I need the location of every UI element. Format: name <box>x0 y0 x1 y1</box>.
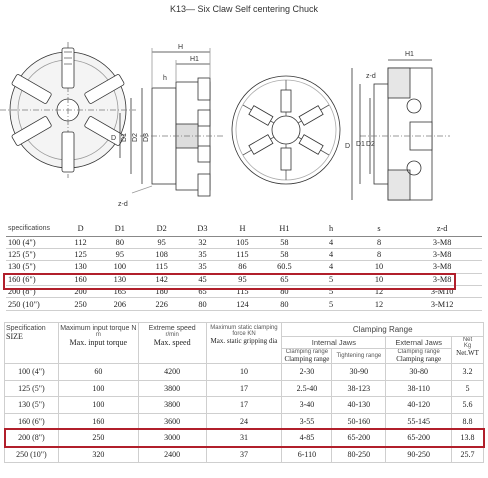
clamp-table-row <box>5 446 484 463</box>
spec-table-cell: 3-M12 <box>402 298 482 310</box>
spec-table-cell: 35 <box>183 248 223 260</box>
spec-table-cell: 4 <box>306 236 355 248</box>
clamp-table-cell: 31 <box>206 430 282 447</box>
clamp-table-cell: 8.8 <box>452 413 484 430</box>
spec-table-cell: 65 <box>263 273 307 285</box>
spec-table-cell: 200 (8") <box>6 286 62 298</box>
clamp-table-cell: 30-90 <box>332 364 386 381</box>
spec-header-row <box>6 222 482 236</box>
spec-table-cell: 206 <box>99 298 141 310</box>
clamp-table-cell: 160 (6") <box>5 413 59 430</box>
spec-table-cell: 35 <box>183 261 223 273</box>
spec-table-cell: 142 <box>141 273 183 285</box>
spec-table-cell: 8 <box>356 236 403 248</box>
spec-table-cell: 12 <box>356 298 403 310</box>
spec-table-cell: 12 <box>356 286 403 298</box>
clamp-header-static-unit: force KN <box>232 331 256 337</box>
clamp-header-int-clamp <box>282 349 332 364</box>
clamp-table-cell: 38-123 <box>332 380 386 397</box>
clamp-table-row <box>5 380 484 397</box>
spec-table-cell: 80 <box>183 298 223 310</box>
clamp-header-group: Clamping Range <box>282 323 484 337</box>
spec-table-cell: 250 (10") <box>6 298 62 310</box>
clamp-table-cell: 100 <box>58 397 138 414</box>
clamp-table-cell: 5 <box>452 380 484 397</box>
clamp-header-ext-clamp-label: Clamping range <box>396 355 442 363</box>
clamp-header-torque-unit: m <box>95 332 101 338</box>
dim-label-H: H <box>178 44 184 51</box>
clamp-header-int-tight-en: Tightening range <box>336 353 382 359</box>
specifications-table <box>6 222 482 311</box>
spec-table-cell: 125 <box>62 248 99 260</box>
spec-header-D1: D1 <box>99 222 141 236</box>
clamp-header-torque-label: Max. input torque <box>69 338 128 347</box>
clamp-table-cell: 3-40 <box>282 397 332 414</box>
spec-table-cell: 58 <box>263 248 307 260</box>
clamp-header-int-tight <box>332 349 386 364</box>
clamp-header-net-unit: Kg <box>463 343 472 349</box>
spec-table-cell: 250 <box>62 298 99 310</box>
dim-label-D3: D3 <box>143 133 150 142</box>
clamp-table-cell: 13.8 <box>452 430 484 447</box>
clamp-table-cell: 2.5-40 <box>282 380 332 397</box>
clamp-header-size-label: SIZE <box>6 332 23 341</box>
spec-table-cell: 3-M8 <box>402 236 482 248</box>
clamp-table-cell: 17 <box>206 380 282 397</box>
spec-table-row <box>6 298 482 310</box>
back-view-radial-slots <box>232 76 340 184</box>
spec-table-cell: 180 <box>141 286 183 298</box>
dim-label-D: D <box>111 135 117 142</box>
clamp-table-cell: 24 <box>206 413 282 430</box>
spec-table-cell: 80 <box>263 298 307 310</box>
spec-table-row <box>6 248 482 260</box>
clamp-table-cell: 40-120 <box>386 397 452 414</box>
spec-table-cell: 5 <box>306 298 355 310</box>
clamp-table-cell: 3-55 <box>282 413 332 430</box>
spec-table-cell: 3-M8 <box>402 273 482 285</box>
clamp-header-net-en: Net <box>462 337 473 343</box>
clamp-header-external: External Jaws <box>386 337 452 349</box>
clamp-table-cell: 50-160 <box>332 413 386 430</box>
clamp-highlight-box <box>4 428 485 448</box>
clamp-table-row <box>5 397 484 414</box>
spec-table-cell: 3-M8 <box>402 261 482 273</box>
spec-table-cell: 115 <box>222 248 262 260</box>
clamp-header-net <box>452 337 484 364</box>
clamp-header-int-clamp-label: Clamping range <box>284 355 330 363</box>
spec-highlight-box <box>3 273 456 290</box>
spec-table-cell: 160 <box>62 273 99 285</box>
spec-table-cell: 8 <box>356 248 403 260</box>
spec-header-D2: D2 <box>141 222 183 236</box>
dim-label-zd-section: z-d <box>366 73 376 80</box>
clamp-table-cell: 3800 <box>138 397 206 414</box>
side-section-view <box>120 48 225 196</box>
spec-table-cell: 3-M8 <box>402 248 482 260</box>
spec-table-cell: 86 <box>222 261 262 273</box>
spec-table-cell: 4 <box>306 248 355 260</box>
clamp-table-cell: 2400 <box>138 446 206 463</box>
spec-table-cell: 95 <box>222 273 262 285</box>
clamp-table-cell: 3800 <box>138 380 206 397</box>
spec-table-cell: 5 <box>306 286 355 298</box>
clamp-table-cell: 25.7 <box>452 446 484 463</box>
clamp-header-int-clamp-en: Clamping range <box>285 349 329 355</box>
clamp-header-speed-en: Extreme speed <box>148 325 196 332</box>
clamp-table-cell: 200 (8") <box>5 430 59 447</box>
clamp-table-cell: 250 (10") <box>5 446 59 463</box>
clamp-table-cell: 100 (4") <box>5 364 59 381</box>
clamp-table-cell: 17 <box>206 397 282 414</box>
clamp-header-static-label: Max. static gripping dia <box>210 337 278 345</box>
clamp-table-cell: 125 (5") <box>5 380 59 397</box>
spec-table-cell: 130 <box>99 273 141 285</box>
clamp-table-row <box>5 364 484 381</box>
clamp-header-torque-en: Maximum input torque N <box>60 325 137 332</box>
spec-table-cell: 130 (5") <box>6 261 62 273</box>
spec-table-cell: 105 <box>222 236 262 248</box>
spec-table-cell: 10 <box>356 273 403 285</box>
spec-table-cell: 124 <box>222 298 262 310</box>
spec-table-cell: 95 <box>141 236 183 248</box>
clamp-table-cell: 90-250 <box>386 446 452 463</box>
clamp-table-cell: 60 <box>58 364 138 381</box>
clamp-header-specification: Specification <box>6 325 46 332</box>
spec-table-cell: 125 (5") <box>6 248 62 260</box>
spec-header-specifications: specifications <box>6 222 62 236</box>
clamp-table-cell: 3000 <box>138 430 206 447</box>
clamp-table-cell: 5.6 <box>452 397 484 414</box>
clamp-header-ext-clamp-en: Clamping range <box>397 349 440 355</box>
clamp-header-size <box>5 323 59 364</box>
dim-label-D2: D2 <box>132 133 139 142</box>
clamp-table-cell: 30-80 <box>386 364 452 381</box>
spec-table-cell: 5 <box>306 273 355 285</box>
spec-table-cell: 130 <box>62 261 99 273</box>
clamp-table-cell: 160 <box>58 413 138 430</box>
clamp-table-cell: 100 <box>58 380 138 397</box>
dim-label-H1-section: H1 <box>405 51 414 58</box>
clamp-header-torque <box>58 323 138 364</box>
spec-table-cell: 160 (6") <box>6 273 62 285</box>
spec-table-cell: 100 (4") <box>6 236 62 248</box>
spec-table-cell: 100 <box>99 261 141 273</box>
spec-table-cell: 32 <box>183 236 223 248</box>
dim-label-D1: D1 <box>121 133 128 142</box>
clamp-table-cell: 38-110 <box>386 380 452 397</box>
spec-table-cell: 80 <box>263 286 307 298</box>
clamp-table-cell: 320 <box>58 446 138 463</box>
spec-table-cell: 165 <box>99 286 141 298</box>
spec-table-cell: 95 <box>99 248 141 260</box>
clamp-table-cell: 65-200 <box>332 430 386 447</box>
spec-header-H: H <box>222 222 262 236</box>
spec-table-row <box>6 236 482 248</box>
clamp-header-speed-label: Max. speed <box>153 338 191 347</box>
clamp-table-cell: 55-145 <box>386 413 452 430</box>
spec-table-cell: 45 <box>183 273 223 285</box>
clamp-table-cell: 10 <box>206 364 282 381</box>
spec-table-row <box>6 261 482 273</box>
spec-table-cell: 112 <box>62 236 99 248</box>
clamp-table-cell: 4-85 <box>282 430 332 447</box>
clamp-header-static-en: Maximum static clamping <box>210 325 278 331</box>
clamp-header-internal: Internal Jaws <box>282 337 386 349</box>
clamp-table-cell: 80-250 <box>332 446 386 463</box>
spec-header-D: D <box>62 222 99 236</box>
spec-header-s: s <box>356 222 403 236</box>
clamp-header-speed-unit: r/min <box>165 332 179 338</box>
clamp-header-speed <box>138 323 206 364</box>
spec-table-cell: 60.5 <box>263 261 307 273</box>
spec-table-cell: 3-M10 <box>402 286 482 298</box>
spec-table-cell: 10 <box>356 261 403 273</box>
spec-table-cell: 65 <box>183 286 223 298</box>
clamp-table-cell: 6-110 <box>282 446 332 463</box>
clamp-table-cell: 250 <box>58 430 138 447</box>
clamp-table-cell: 37 <box>206 446 282 463</box>
chuck-technical-drawings <box>0 18 488 218</box>
dim-label-D1-section: D1 <box>356 141 365 148</box>
dim-label-D2-section: D2 <box>366 141 375 148</box>
clamp-table-cell: 4200 <box>138 364 206 381</box>
spec-header-D3: D3 <box>183 222 223 236</box>
clamp-table-cell: 3600 <box>138 413 206 430</box>
clamp-header-static <box>206 323 282 364</box>
spec-table-cell: 80 <box>99 236 141 248</box>
clamp-table-cell: 3.2 <box>452 364 484 381</box>
clamp-table-cell: 65-200 <box>386 430 452 447</box>
cross-section-view <box>352 60 450 200</box>
spec-table-cell: 226 <box>141 298 183 310</box>
clamp-header-netwt: Net.WT <box>456 349 479 357</box>
dim-label-H1: H1 <box>190 56 199 63</box>
dim-label-h: h <box>163 75 167 82</box>
spec-header-H1: H1 <box>263 222 307 236</box>
spec-header-zd: z-d <box>402 222 482 236</box>
spec-table-cell: 115 <box>141 261 183 273</box>
spec-table-cell: 200 <box>62 286 99 298</box>
spec-table-cell: 4 <box>306 261 355 273</box>
clamp-table-cell: 130 (5") <box>5 397 59 414</box>
clamp-header-ext-clamp <box>386 349 452 364</box>
front-view-six-claws <box>0 42 136 178</box>
clamp-table-cell: 40-130 <box>332 397 386 414</box>
spec-table-cell: 108 <box>141 248 183 260</box>
spec-table-cell: 58 <box>263 236 307 248</box>
spec-header-h: h <box>306 222 355 236</box>
document-title: K13— Six Claw Self centering Chuck <box>169 4 319 14</box>
clamp-table-cell: 2-30 <box>282 364 332 381</box>
dim-label-zd: z-d <box>118 201 128 208</box>
dim-label-D-section: D <box>345 143 351 150</box>
spec-table-cell: 115 <box>222 286 262 298</box>
